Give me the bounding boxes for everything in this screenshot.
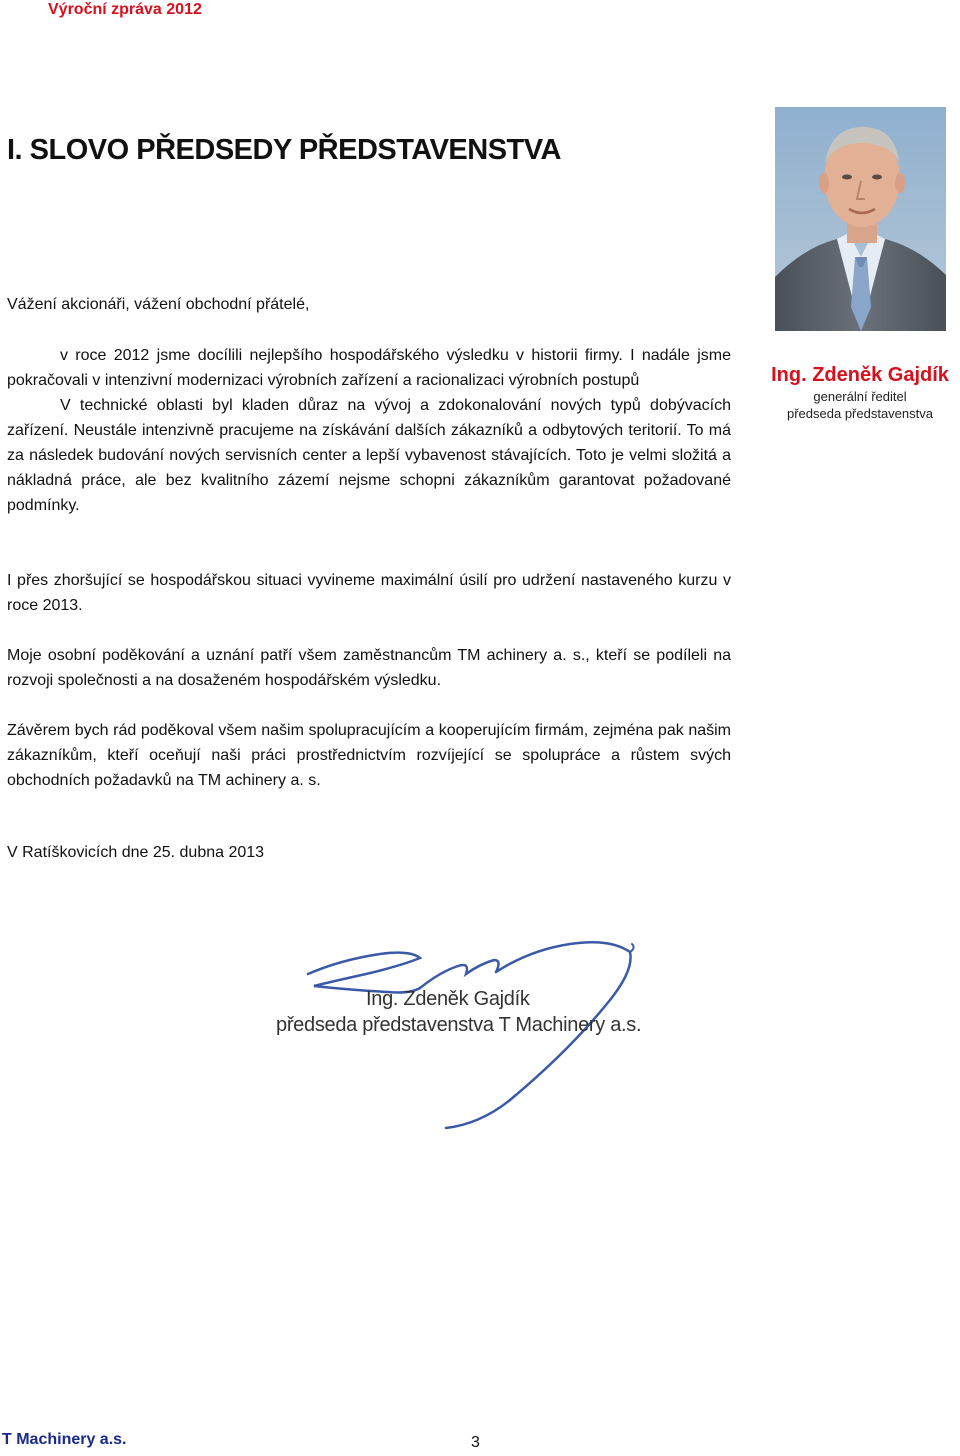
portrait-image [775,107,946,331]
letter-greeting: Vážení akcionáři, vážení obchodní přátelé, [7,296,310,313]
paragraph-results: v roce 2012 jsme docílili nejlepšího hospodářského výsledku v historii firmy. I nadále jsme pokračovali v intenzivní modernizaci výrobních zařízení a racionalizaci výrobních postupů [7,347,731,389]
paragraph-thanks-employees: Moje osobní poděkování a uznání patří všem zaměstnancům TM achinery a. s., kteří se podíleli na rozvoji společnosti a na dosaženém hospodářském výsledku. [7,647,731,689]
page-number: 3 [471,1434,480,1451]
paragraph-technical: V technické oblasti byl kladen důraz na vývoj a zdokonalování nových typů dobývacích zařízení. Neustále intenzivně pracujeme na získávání dalších zákazníků a odbytových teritorií. To má za následek budování nových servisních center a lepší vybavenost stávajících. Toto je velmi složitá a nákladná práce, ale bez kvalitního zázemí nejsme schopni zákazníkům garantovat požadované podmínky. [7,397,731,514]
chairman-portrait [775,107,946,331]
signature-name: Ing. Zdeněk Gajdík [366,988,530,1010]
profile-role-primary: generální ředitel [813,389,907,404]
letter-body-main [7,343,731,518]
profile-role-secondary: předseda představenstva [787,406,933,421]
section-title: I. SLOVO PŘEDSEDY PŘEDSTAVENSTVA [7,134,561,166]
report-header: Výroční zpráva 2012 [48,1,202,18]
footer-company: T Machinery a.s. [2,1431,127,1448]
signature-title: předseda představenstva T Machinery a.s. [276,1014,642,1036]
profile-name: Ing. Zdeněk Gajdík [771,364,949,386]
place-and-date: V Ratíškovicích dne 25. dubna 2013 [7,844,265,861]
paragraph-outlook: I přes zhoršující se hospodářskou situaci vyvineme maximální úsilí pro udržení nastaveného kurzu v roce 2013. [7,572,731,614]
paragraph-thanks-partners: Závěrem bych rád poděkoval všem našim spolupracujícím a kooperujícím firmám, zejména pak našim zákazníkům, kteří oceňují naši práci prostřednictvím rozvíjející se spolupráce a růstem svých obchodních požadavků na TM achinery a. s. [7,722,731,789]
